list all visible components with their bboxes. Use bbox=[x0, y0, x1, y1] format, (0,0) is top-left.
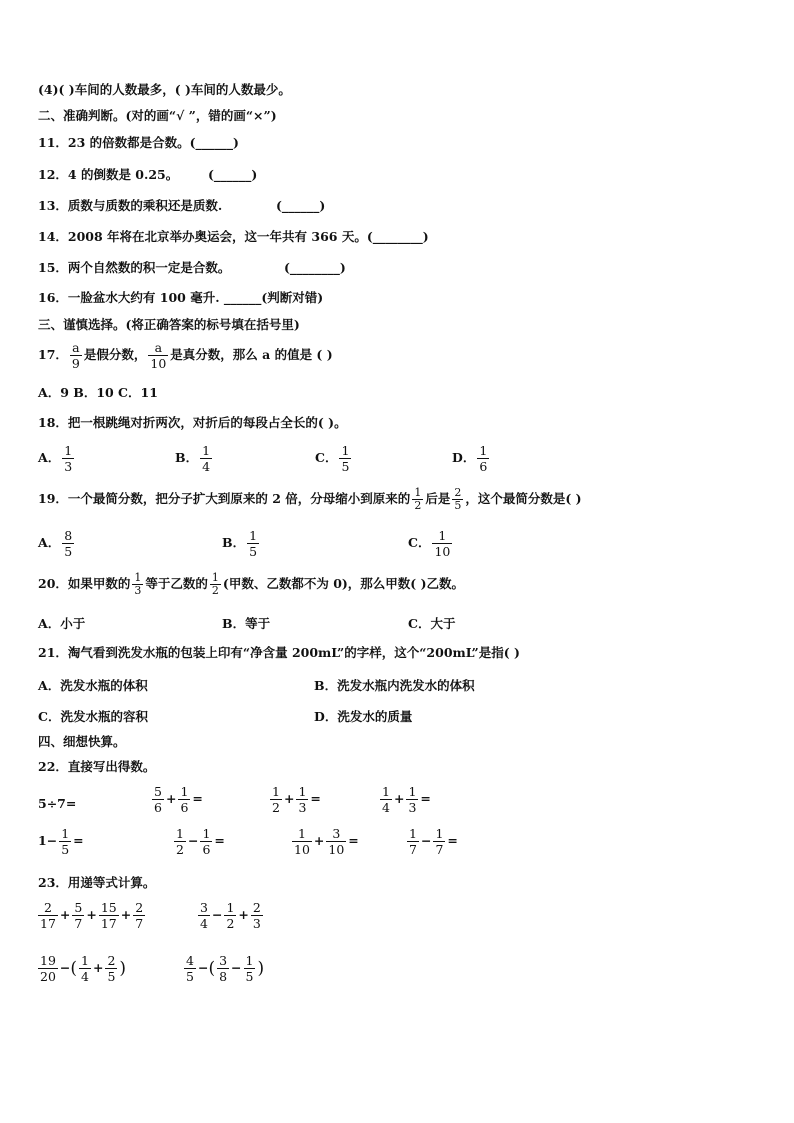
q17-post: 是真分数，那么 a 的值是 ( ) bbox=[170, 347, 333, 362]
section-4-heading: 四、细想快算。 bbox=[38, 734, 126, 749]
q18-option-a[interactable]: A． $\frac{1}{3}$ bbox=[38, 443, 73, 474]
q22-item-2: $\frac{5}{6}$ + $\frac{1}{6}$ = bbox=[154, 784, 203, 815]
question-17-options: A．9 B．10 C．11 bbox=[38, 385, 158, 400]
q21-option-b[interactable]: B．洗发水瓶内洗发水的体积 bbox=[314, 678, 475, 693]
question-18: 18．把一根跳绳对折两次，对折后的每段占全长的( )。 bbox=[38, 415, 347, 430]
section-2-heading: 二、准确判断。(对的画“√ ”，错的画“×”) bbox=[38, 108, 277, 123]
q23-expression-2: $\frac{3}{4}$ − $\frac{1}{2}$ + $\frac{2}{3}$ bbox=[200, 900, 261, 931]
q17-fraction-a-over-9: $\frac{a}{9}$ bbox=[71, 340, 80, 371]
q22-item-1: 5÷7= bbox=[38, 796, 77, 811]
q22-item-8: $\frac{1}{7}$ − $\frac{1}{7}$ = bbox=[409, 826, 458, 857]
q20-fraction-1-2: $\frac{1}{2}$ bbox=[211, 571, 219, 597]
q20-option-a[interactable]: A．小于 bbox=[38, 616, 86, 631]
question-21: 21．淘气看到洗发水瓶的包装上印有“净含量 200mL”的字样，这个“200mL”是指( ) bbox=[38, 645, 520, 660]
q23-expression-1: $\frac{2}{17}$ + $\frac{5}{7}$ + $\frac{15}{17}$ + $\frac{2}{7}$ bbox=[40, 900, 144, 931]
question-20 bbox=[38, 572, 464, 597]
q19-prefix: 19．一个最简分数，把分子扩大到原来的 2 倍，分母缩小到原来的 bbox=[38, 491, 411, 506]
q22-item-5: 1− $\frac{1}{5}$ = bbox=[38, 826, 84, 857]
q19-fraction-1-2: $\frac{1}{2}$ bbox=[414, 486, 422, 512]
q18-option-b[interactable]: B． $\frac{1}{4}$ bbox=[175, 443, 211, 474]
q20-prefix: 20．如果甲数的 bbox=[38, 576, 131, 591]
q22-item-3: $\frac{1}{2}$ + $\frac{1}{3}$ = bbox=[272, 784, 321, 815]
q20-mid: 等于乙数的 bbox=[145, 576, 208, 591]
q4-line: (4)( )车间的人数最多，( )车间的人数最少。 bbox=[38, 82, 291, 97]
question-13: 13．质数与质数的乘积还是质数. bbox=[38, 198, 223, 213]
q19-option-c[interactable]: C． $\frac{1}{10}$ bbox=[408, 528, 451, 559]
question-13-blank[interactable]: (______) bbox=[276, 198, 326, 213]
q21-option-c[interactable]: C．洗发水瓶的容积 bbox=[38, 709, 148, 724]
q20-fraction-1-3: $\frac{1}{3}$ bbox=[134, 571, 142, 597]
q18-option-d[interactable]: D． $\frac{1}{6}$ bbox=[452, 443, 488, 474]
q18-option-c[interactable]: C． $\frac{1}{5}$ bbox=[315, 443, 350, 474]
question-19 bbox=[38, 487, 582, 512]
q21-option-d[interactable]: D．洗发水的质量 bbox=[314, 709, 413, 724]
question-15-blank[interactable]: (________) bbox=[284, 260, 346, 275]
q22-item-7: $\frac{1}{10}$ + $\frac{3}{10}$ = bbox=[294, 826, 359, 857]
q20-option-c[interactable]: C．大于 bbox=[408, 616, 456, 631]
question-16: 16．一脸盆水大约有 100 毫升. ______(判断对错) bbox=[38, 290, 324, 305]
question-22: 22．直接写出得数。 bbox=[38, 759, 156, 774]
q19-option-a[interactable]: A． $\frac{8}{5}$ bbox=[38, 528, 73, 559]
q23-expression-3: $\frac{19}{20}$ −( $\frac{1}{4}$ + $\frac{2}{5}$ ) bbox=[40, 953, 127, 984]
section-3-heading: 三、谨慎选择。(将正确答案的标号填在括号里) bbox=[38, 317, 300, 332]
q19-fraction-2-5: $\frac{2}{5}$ bbox=[454, 486, 462, 512]
question-23: 23．用递等式计算。 bbox=[38, 875, 156, 890]
question-12: 12．4 的倒数是 0.25。 bbox=[38, 167, 179, 182]
q17-mid: 是假分数， bbox=[83, 347, 147, 362]
q19-mid: 后是 bbox=[425, 491, 451, 506]
q23-expression-4: $\frac{4}{5}$ −( $\frac{3}{8}$ − $\frac{1}{5}$ ) bbox=[186, 953, 265, 984]
q19-option-b[interactable]: B． $\frac{1}{5}$ bbox=[222, 528, 258, 559]
q19-post: ，这个最简分数是( ) bbox=[465, 491, 582, 506]
q21-option-a[interactable]: A．洗发水瓶的体积 bbox=[38, 678, 148, 693]
q17-prefix: 17． bbox=[38, 347, 68, 362]
q22-item-6: $\frac{1}{2}$ − $\frac{1}{6}$ = bbox=[176, 826, 225, 857]
q20-option-b[interactable]: B．等于 bbox=[222, 616, 271, 631]
question-11: 11．23 的倍数都是合数。(______) bbox=[38, 135, 239, 150]
question-14: 14．2008 年将在北京举办奥运会，这一年共有 366 天。(________) bbox=[38, 229, 429, 244]
question-17 bbox=[38, 340, 333, 371]
q17-fraction-a-over-10: $\frac{a}{10}$ bbox=[150, 340, 167, 371]
q22-item-4: $\frac{1}{4}$ + $\frac{1}{3}$ = bbox=[382, 784, 431, 815]
question-15: 15．两个自然数的积一定是合数。 bbox=[38, 260, 231, 275]
question-12-blank[interactable]: (______) bbox=[208, 167, 258, 182]
q20-post: (甲数、乙数都不为 0)，那么甲数( )乙数。 bbox=[222, 576, 464, 591]
